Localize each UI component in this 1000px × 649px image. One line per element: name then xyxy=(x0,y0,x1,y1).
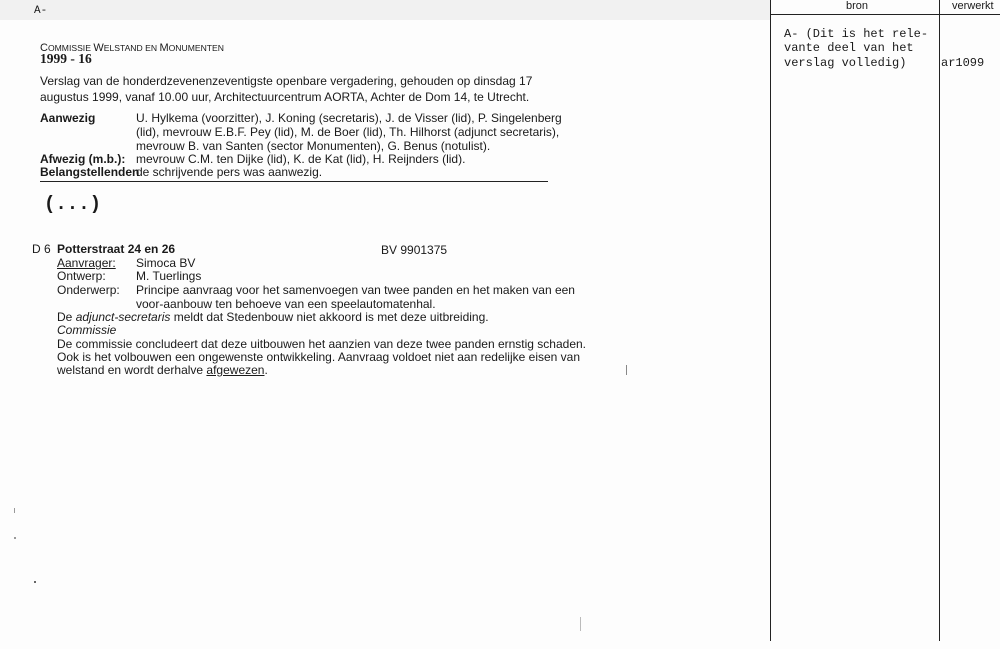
intro-line-2: augustus 1999, vanaf 10.00 uur, Architectuurcentrum AORTA, Achter de Dom 14, te Utrecht. xyxy=(40,90,530,104)
decision-line-3 xyxy=(57,363,268,377)
subject-line-1: Principe aanvraag voor het samenvoegen van twee panden en het maken van een xyxy=(136,283,575,297)
commission-label: Commissie xyxy=(57,323,117,337)
margin-column-line-left xyxy=(770,0,771,641)
subject-label: Onderwerp: xyxy=(57,283,120,297)
absent-label: Afwezig (m.b.): xyxy=(40,152,126,166)
scan-mark xyxy=(580,617,581,631)
bron-line-1: A- (Dit is het rele- xyxy=(784,27,929,41)
committee-name-part: C xyxy=(40,42,48,54)
committee-name-part: W xyxy=(93,42,104,54)
committee-name-part: ELSTAND EN xyxy=(103,43,160,53)
bron-column-header: bron xyxy=(846,0,869,12)
scan-mark xyxy=(626,365,627,375)
interested-label: Belangstellenden xyxy=(40,165,140,179)
bron-line-3: verslag volledig) xyxy=(784,56,907,70)
decision-verdict: afgewezen xyxy=(206,363,265,377)
decision-post: . xyxy=(264,363,268,377)
present-line-2: (lid), mevrouw E.B.F. Pey (lid), M. de Boer (lid), Th. Hilhorst (adjunct secretaris), xyxy=(136,125,560,139)
decision-line-1: De commissie concludeert dat deze uitbouwen het aanzien van deze twee panden ernstig schaden. xyxy=(57,337,587,351)
design-label: Ontwerp: xyxy=(57,269,106,283)
absent-text: mevrouw C.M. ten Dijke (lid), K. de Kat (lid), H. Reijnders (lid). xyxy=(136,152,466,166)
item-title: Potterstraat 24 en 26 xyxy=(57,242,176,256)
adjunct-remark xyxy=(57,310,489,324)
adjunct-pre: De xyxy=(57,310,76,324)
scan-mark xyxy=(14,508,15,513)
applicant-label: Aanvrager: xyxy=(57,256,116,270)
section-divider xyxy=(40,181,548,182)
decision-pre: welstand en wordt derhalve xyxy=(57,363,207,377)
omission-marker: (...) xyxy=(44,193,102,215)
present-line-1: U. Hylkema (voorzitter), J. Koning (secretaris), J. de Visser (lid), P. Singelenberg xyxy=(136,111,562,125)
interested-text: de schrijvende pers was aanwezig. xyxy=(136,165,323,179)
present-line-3: mevrouw B. van Santen (sector Monumenten), G. Benus (notulist). xyxy=(136,139,491,153)
subject-line-2: voor-aanbouw ten behoeve van een speelautomatenhal. xyxy=(136,297,436,311)
adjunct-role: adjunct-secretaris xyxy=(75,310,171,324)
committee-name-part: OMMISSIE xyxy=(47,43,94,53)
intro-line-1: Verslag van de honderdzevenenzeventigste openbare vergadering, gehouden op dinsdag 17 xyxy=(40,74,533,88)
adjunct-post: meldt dat Stedenbouw niet akkoord is met deze uitbreiding. xyxy=(170,310,489,324)
margin-column-line-middle xyxy=(939,0,940,641)
scan-mark xyxy=(34,581,36,583)
bron-line-2: vante deel van het xyxy=(784,41,914,55)
committee-name-part: M xyxy=(159,42,169,54)
committee-name-part: ONUMENTEN xyxy=(168,43,224,53)
applicant-value: Simoca BV xyxy=(136,256,196,270)
verwerkt-value: ar1099 xyxy=(941,56,985,70)
header-mark: A- xyxy=(34,5,48,17)
present-label: Aanwezig xyxy=(40,111,96,125)
scan-top-strip xyxy=(0,0,770,20)
margin-header-line xyxy=(770,14,1000,15)
item-reference: BV 9901375 xyxy=(381,243,448,257)
item-code: D 6 xyxy=(32,242,51,256)
verwerkt-column-header: verwerkt xyxy=(952,0,994,12)
scan-mark xyxy=(14,537,16,539)
meeting-number: 1999 - 16 xyxy=(40,51,92,66)
decision-line-2: Ook is het volbouwen een ongewenste ontwikkeling. Aanvraag voldoet niet aan redelijke eisen van xyxy=(57,350,581,364)
design-value: M. Tuerlings xyxy=(136,269,202,283)
